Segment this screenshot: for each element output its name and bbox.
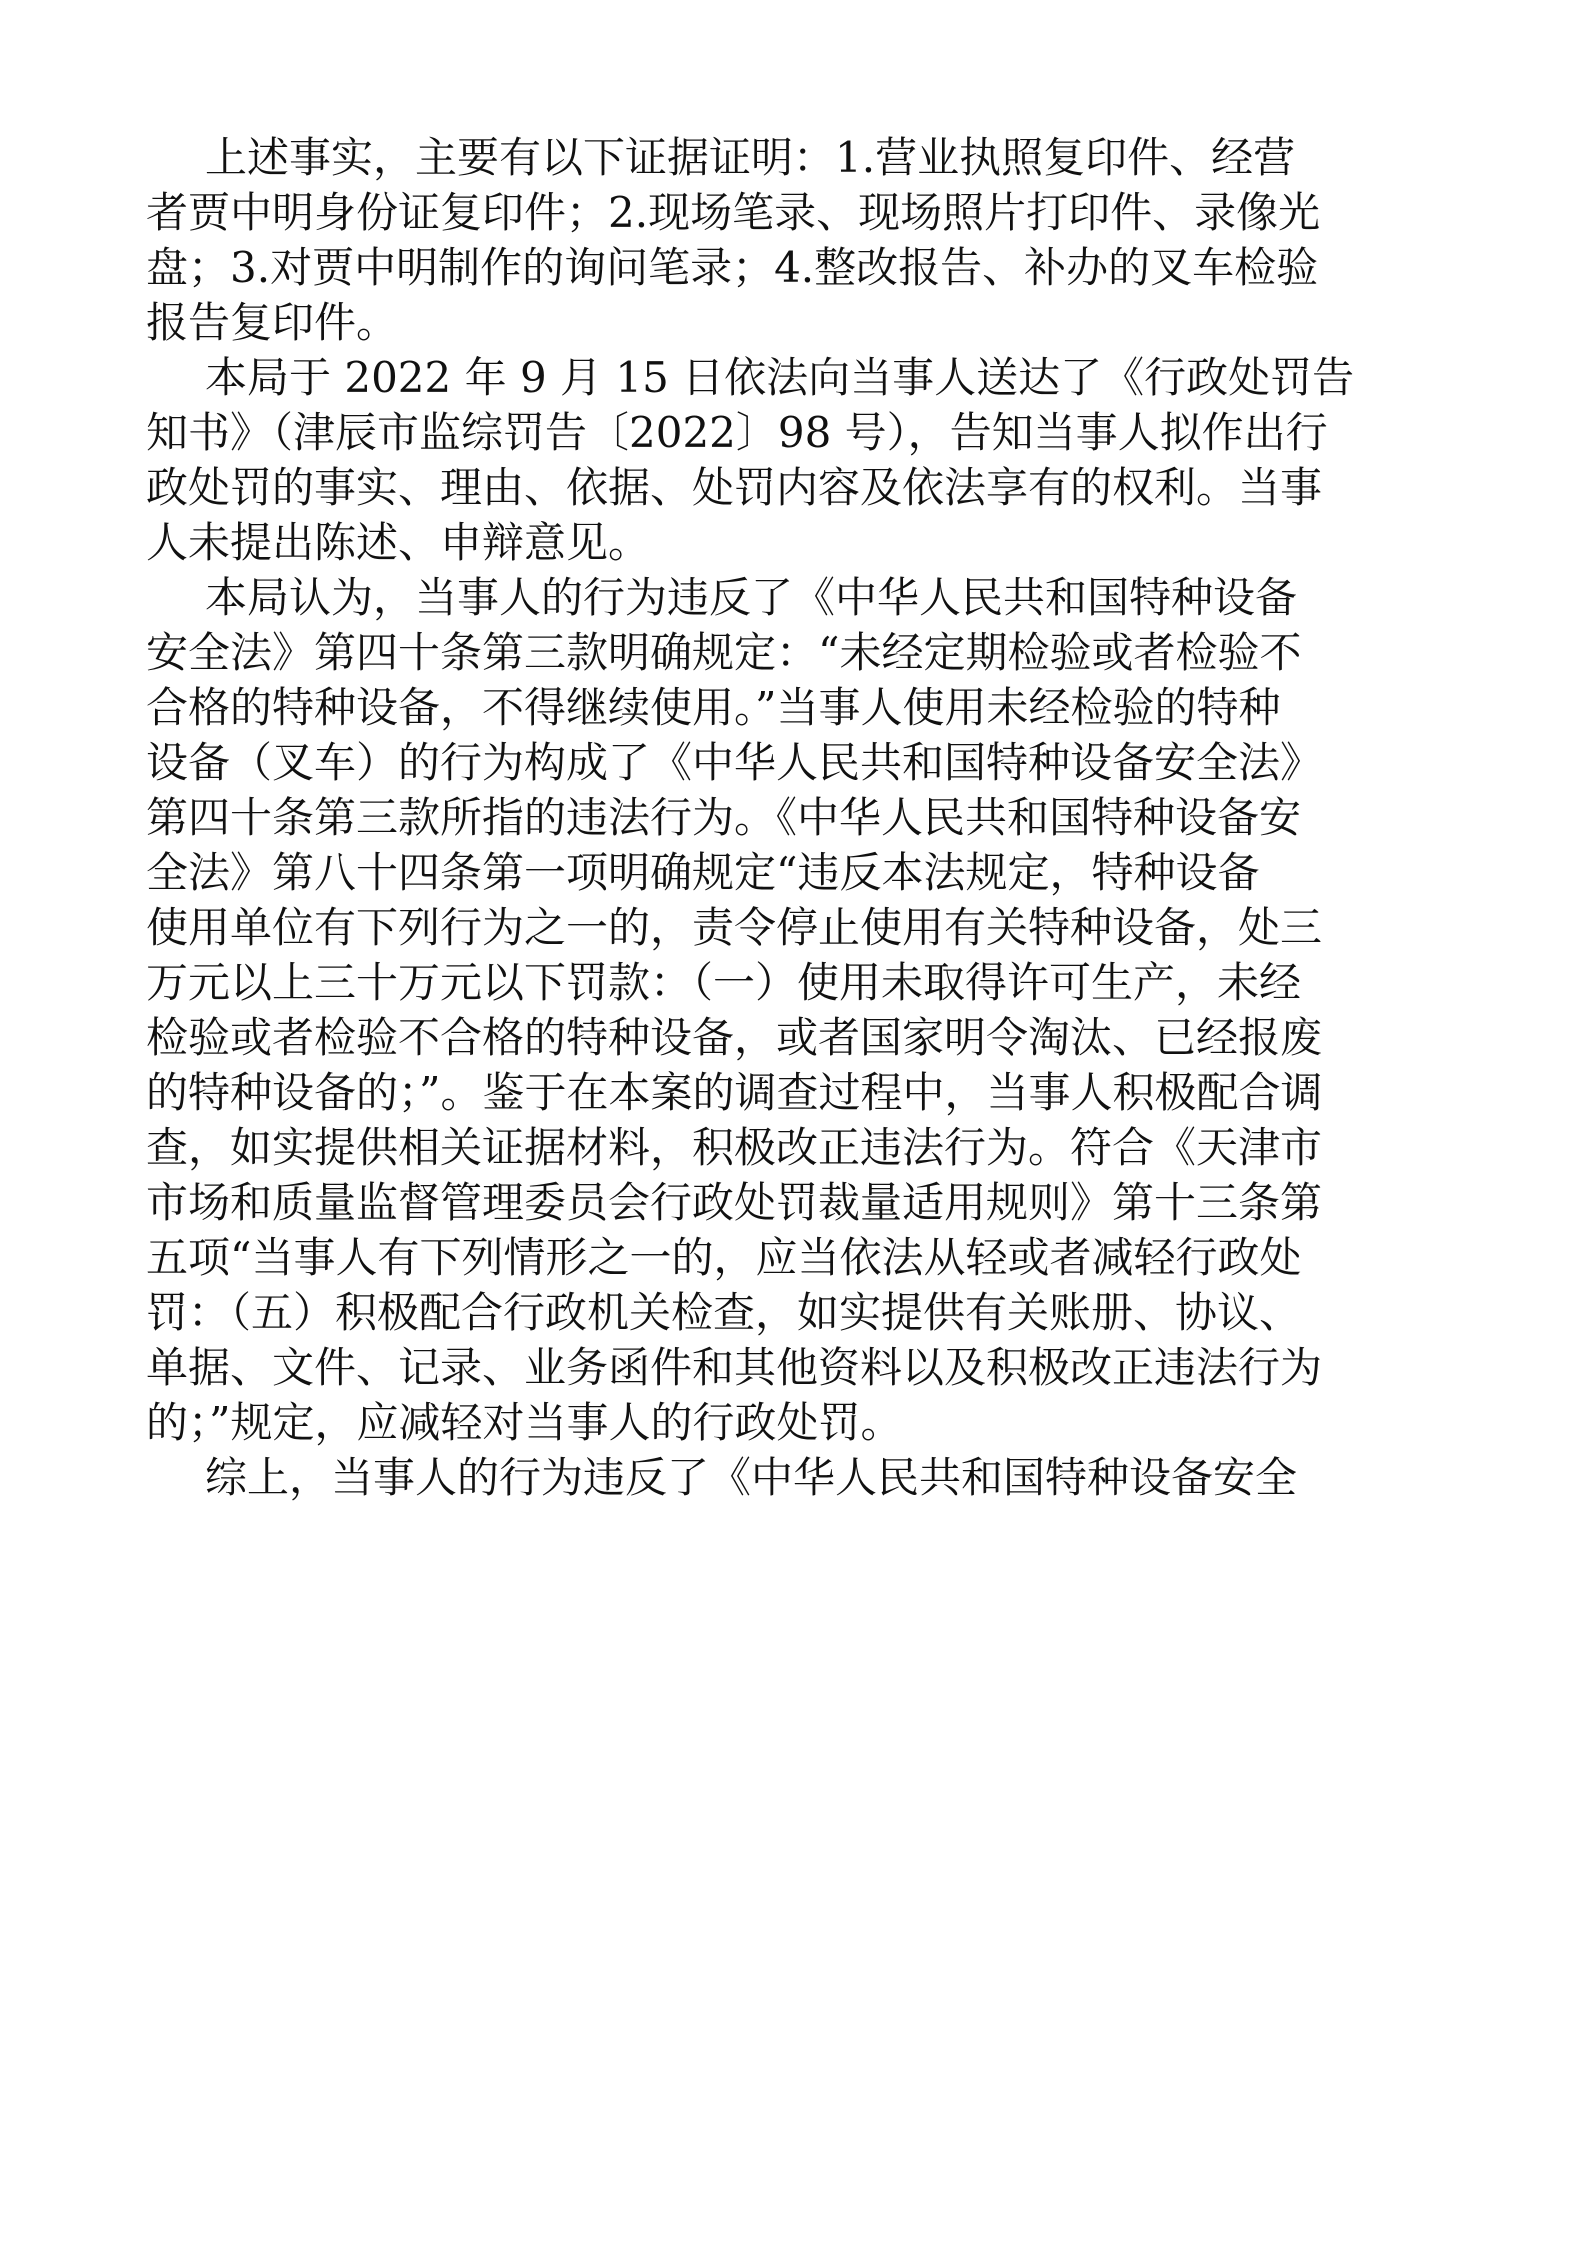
document-page: 上述事实，主要有以下证据证明：1.营业执照复印件、经营 者贾中明身份证复印件；2.现场笔录、现场照片打印件、录像光 盘；3.对贾中明制作的询问笔录；4.整改报告、补办的叉车检验 报告复印件。 本局于 2022 年 9 月 15 日依法向当事人送达了《行政处罚告 知书》（津辰市监综罚告〔2022〕98 号），告知当事人拟作出行 政处罚的事实、理由、依据、处罚内容及依法享有的权利。当事 人未提出陈述、申辩意见。 本局认为，当事人的行为违反了《中华人民共和国特种设备 安全法》第四十条第三款明确规定：“未经定期检验或者检验不 合格的特种设备，不得继续使用。”当事人使用未经检验的特种 设备（叉车）的行为构成了《中华人民共和国特种设备安全法》 第四十条第三款所指的违法行为。《中华人民共和国特种设备安 全法》第八十四条第一项明确规定“违反本法规定，特种设备 使用单位有下列行为之一的，责令停止使用有关特种设备，处三 万元以上三十万元以下罚款：（一）使用未取得许可生产，未经 检验或者检验不合格的特种设备，或者国家明令淘汰、已经报废 的特种设备的；”。鉴于在本案的调查过程中，当事人积极配合调 查，如实提供相关证据材料，积极改正违法行为。符合《天津市 市场和质量监督管理委员会行政处罚裁量适用规则》第十三条第 五项“当事人有下列情形之一的，应当依法从轻或者减轻行政处 罚：（五）积极配合行政机关检查，如实提供有关账册、协议、 单据、文件、记录、业务函件和其他资料以及积极改正违法行为 的；”规定，应减轻对当事人的行政处罚。 综上，当事人的行为违反了《中华人民共和国特种设备安全 — [0, 0, 1587, 2245]
